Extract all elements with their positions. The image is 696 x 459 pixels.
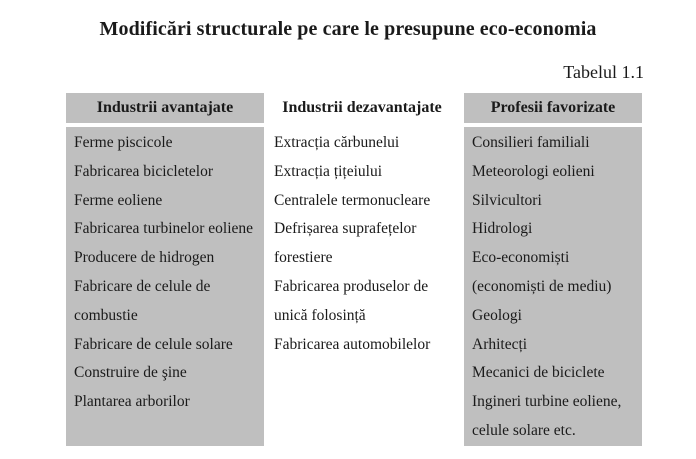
list-item: Fabricarea produselor de (274, 277, 429, 295)
column-body (66, 127, 264, 446)
column-header: Profesii favorizate (464, 93, 642, 123)
list-item: Construire de şine (74, 364, 187, 382)
list-item: Arhitecți (472, 335, 528, 353)
list-item: Producere de hidrogen (74, 249, 215, 267)
list-item: (economiști de mediu) (472, 277, 612, 295)
list-item: combustie (74, 306, 138, 324)
column-body (464, 127, 642, 446)
list-item: Ferme eoliene (74, 191, 163, 209)
list-item: Extracția cărbunelui (274, 134, 400, 151)
column-industrii-avantajate (66, 93, 264, 446)
column-header: Industrii avantajate (66, 93, 264, 123)
list-item: Fabricarea bicicletelor (74, 162, 213, 180)
list-item: Silvicultori (472, 191, 542, 209)
column-body (266, 127, 458, 377)
list-item: Hidrologi (472, 220, 533, 238)
column-header: Industrii dezavantajate (282, 99, 442, 116)
list-item: celule solare etc. (472, 421, 576, 439)
list-item: Defrișarea suprafețelor (274, 220, 417, 238)
list-item: Fabricare de celule de (74, 277, 211, 295)
list-item: Ferme piscicole (74, 134, 173, 151)
list-item: forestiere (274, 249, 333, 267)
table-label: Tabelul 1.1 (563, 62, 644, 82)
column-profesii-favorizate (464, 93, 642, 446)
list-item: Plantarea arborilor (74, 393, 190, 411)
list-item: Fabricarea turbinelor eoliene (74, 220, 254, 238)
list-item: Fabricarea automobilelor (274, 335, 431, 353)
list-item: Geologi (472, 306, 522, 324)
page-title: Modificări structurale pe care le presupune eco-economia (99, 18, 597, 40)
list-item: Extracția țițeiului (274, 162, 383, 180)
list-item: Centralele termonucleare (274, 191, 431, 209)
list-item: Ingineri turbine eoliene, (472, 393, 622, 411)
list-item: Consilieri familiali (472, 134, 590, 151)
column-industrii-dezavantajate (266, 93, 458, 377)
list-item: Fabricare de celule solare (74, 335, 233, 353)
list-item: Mecanici de biciclete (472, 364, 605, 382)
list-item: Eco-economiști (472, 249, 570, 267)
list-item: unică folosință (274, 306, 366, 324)
list-item: Meteorologi eolieni (472, 162, 595, 180)
